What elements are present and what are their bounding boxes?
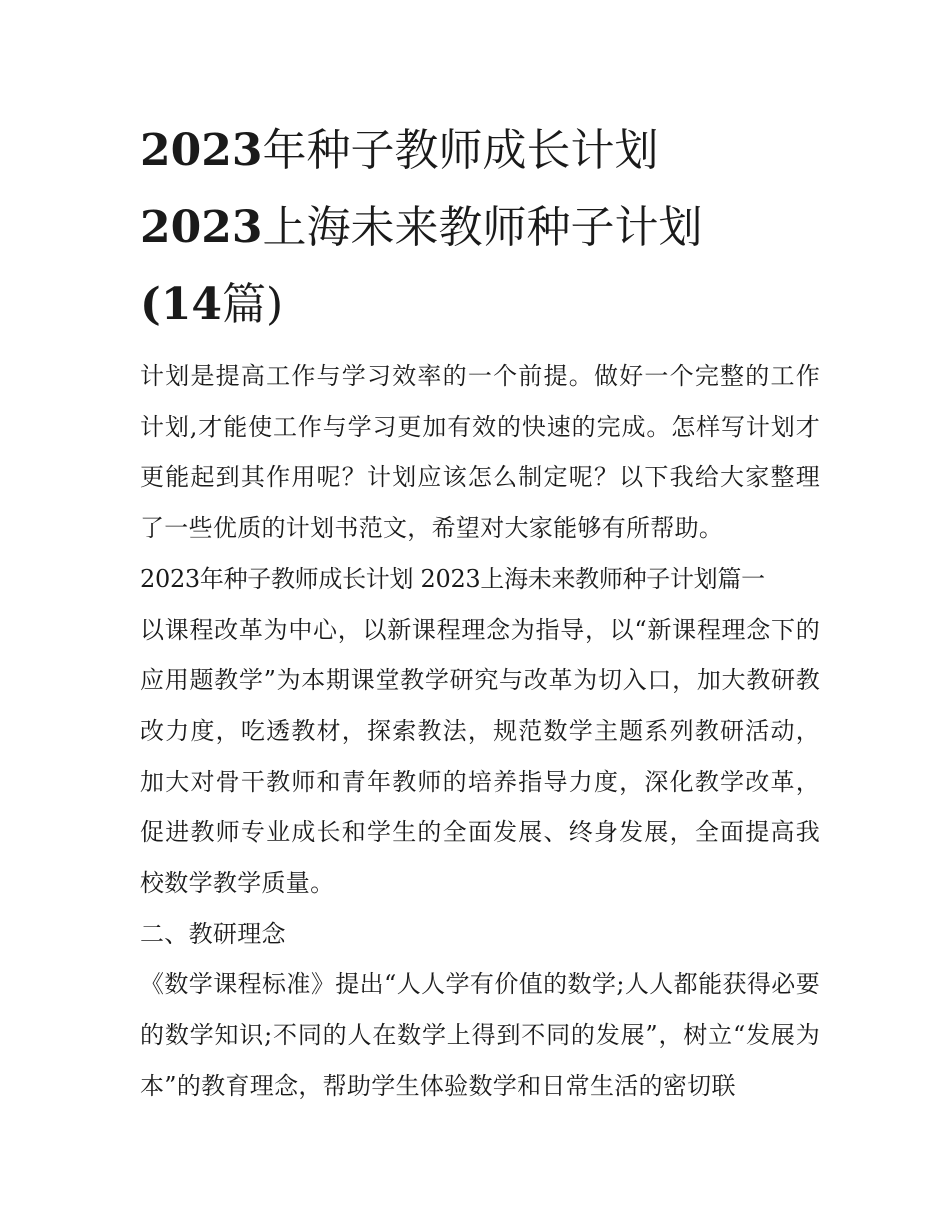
document-body bbox=[140, 351, 820, 1112]
paragraph-guiding: 以课程改革为中心，以新课程理念为指导，以“新课程理念下的应用题教学”为本期课堂教学研究与改革为切入口，加大教研教改力度，吃透教材，探索教法，规范数学主题系列教研活动，加大对骨干教师和青年教师的培养指导力度，深化教学改革，促进教师专业成长和学生的全面发展、终身发展，全面提高我校数学教学质量。 bbox=[140, 615, 820, 898]
title-text-1: 年种子教师成长计划 bbox=[262, 125, 659, 176]
paragraph-standards: 《数学课程标准》提出“人人学有价值的数学;人人都能获得必要的数学知识;不同的人在数学上得到不同的发展”，树立“发展为本”的教育理念，帮助学生体验数学和日常生活的密切联 bbox=[140, 970, 820, 1100]
title-line-3 bbox=[140, 266, 820, 343]
title-line-2 bbox=[140, 189, 820, 266]
title-line-1 bbox=[140, 112, 820, 189]
title-count-suffix: 篇) bbox=[222, 279, 284, 330]
section-heading-2: 二、教研理念 bbox=[140, 919, 286, 948]
title-count: (14 bbox=[140, 279, 223, 330]
paragraph-intro: 计划是提高工作与学习效率的一个前提。做好一个完整的工作计划,才能使工作与学习更加有效的快速的完成。怎样写计划才更能起到其作用呢？计划应该怎么制定呢？以下我给大家整理了一些优质的计划书范文，希望对大家能够有所帮助。 bbox=[140, 362, 820, 543]
title-year-2: 2023 bbox=[140, 202, 263, 253]
document-title bbox=[140, 112, 820, 343]
title-text-2: 上海未来教师种子计划 bbox=[262, 202, 703, 253]
title-year-1: 2023 bbox=[140, 125, 263, 176]
document-page bbox=[140, 112, 820, 1112]
section-heading-1: 2023年种子教师成长计划 2023上海未来教师种子计划篇一 bbox=[140, 564, 765, 593]
